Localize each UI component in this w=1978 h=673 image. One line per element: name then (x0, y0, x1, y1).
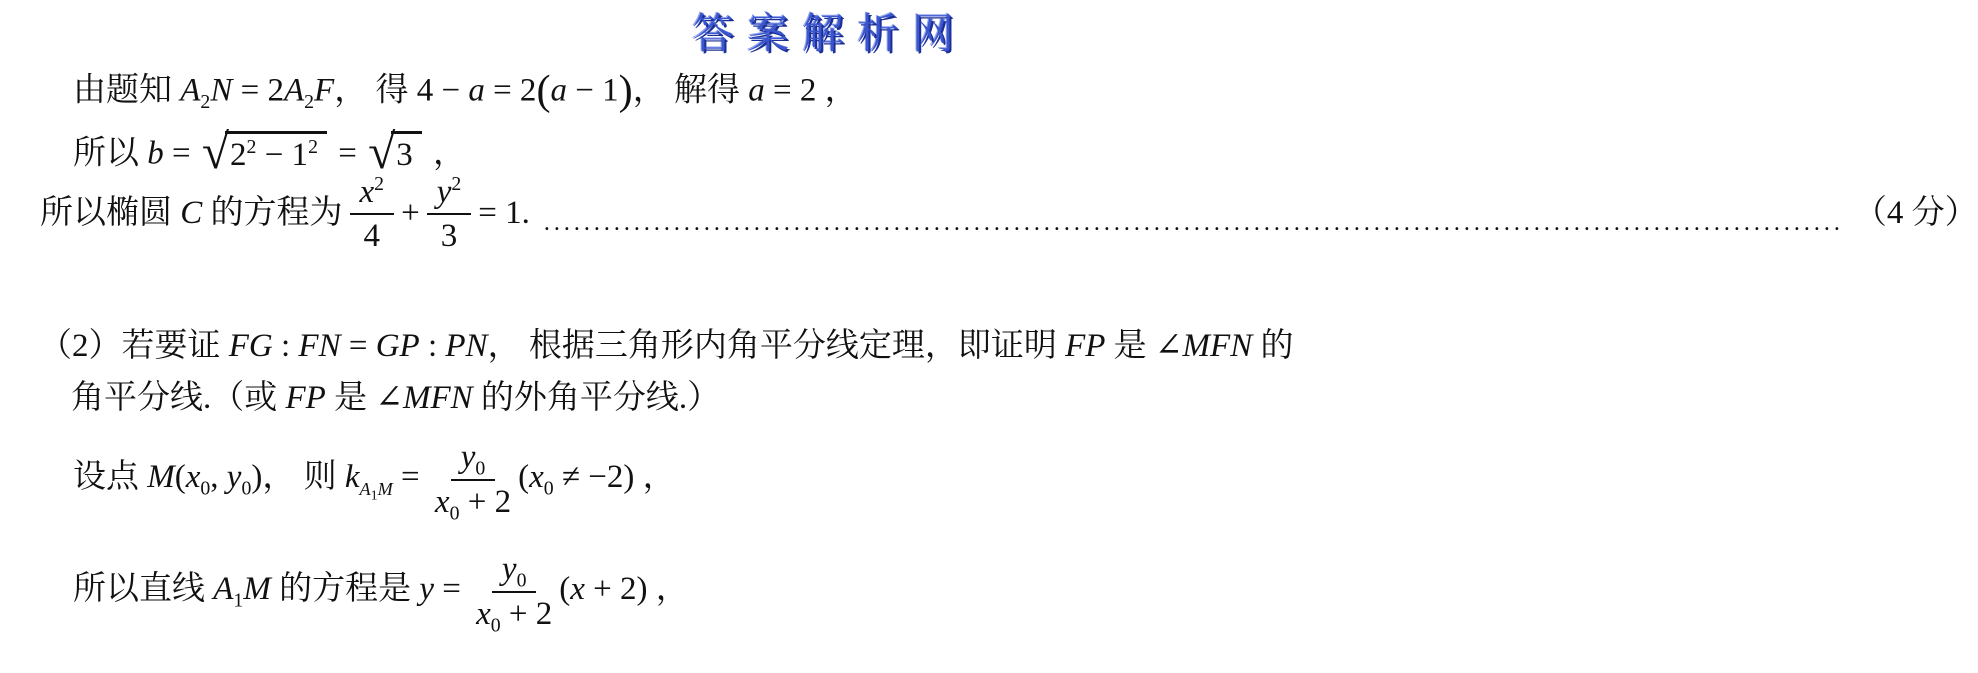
paren-open: ( (559, 571, 571, 608)
math-op: = (433, 571, 470, 608)
math-var: b (147, 135, 164, 172)
math-var: MFN (402, 380, 473, 417)
math-var: a (550, 72, 568, 109)
math-op: + 2 (500, 595, 553, 632)
math-var: N (210, 72, 233, 109)
math-var: x (434, 483, 450, 520)
math-op: ≠ −2) (553, 459, 635, 496)
text-run: 的外角平分线.） (472, 380, 721, 417)
dotted-leader: .................................................................................................................................. (543, 210, 1844, 236)
math-sub: 2 (304, 91, 315, 114)
text-run: 的方程为 (202, 195, 343, 232)
text-run: 的 (1252, 328, 1294, 365)
text-run: ， 则 (262, 459, 345, 496)
math-sup: 2 (308, 136, 318, 159)
angle-symbol: ∠ (1154, 328, 1183, 365)
math-sub: 0 (475, 457, 486, 480)
math-var: A (213, 571, 234, 608)
math-op: = 2 (484, 72, 537, 109)
math-sub: 2 (200, 91, 211, 114)
fraction (350, 174, 395, 255)
math-var: a (748, 72, 765, 109)
math-op: = (163, 135, 199, 172)
text-run: 是 (1105, 328, 1155, 365)
angle-symbol: ∠ (375, 380, 403, 417)
paren-close: ) (618, 67, 633, 115)
fraction-numerator (427, 174, 472, 215)
radicand: 3 (391, 131, 422, 173)
math-var: y (419, 571, 434, 608)
math-var: x (185, 459, 201, 496)
math-var: x (476, 595, 491, 632)
math-sub: 0 (200, 477, 211, 500)
math-var: y (501, 551, 517, 588)
fraction-numerator (492, 551, 537, 592)
math-sub: 0 (543, 477, 554, 500)
math-var: A (283, 72, 305, 109)
math-var: A (180, 72, 201, 109)
math-var: FP (1065, 328, 1106, 365)
math-var: F (314, 72, 335, 109)
math-var: FG (228, 328, 273, 365)
paren-open: ( (174, 459, 186, 496)
fraction (476, 551, 553, 637)
math-op: = (340, 328, 376, 365)
math-sub: 1 (233, 589, 244, 612)
math-var: M (243, 571, 271, 608)
math-op: 4 − (416, 72, 469, 109)
fraction-numerator (451, 439, 496, 480)
text-run: 所以椭圆 (40, 195, 181, 232)
fraction-numerator (350, 174, 395, 215)
math-var: MFN (1182, 328, 1253, 365)
radical-sign: √ (201, 124, 230, 180)
punct: ， (647, 571, 689, 608)
math-var: x (359, 173, 375, 210)
math-op: − 1 (256, 137, 309, 174)
fraction (427, 174, 472, 255)
text-run: 是 (325, 380, 376, 417)
slope-subscript (359, 478, 393, 504)
math-op: : (272, 328, 299, 365)
text-run: ， 得 (334, 72, 417, 109)
math-var: FN (298, 328, 341, 365)
math-op: + 2) (584, 571, 648, 608)
text-run: 角平分线.（或 (71, 380, 286, 417)
fraction-denominator (476, 593, 553, 637)
math-var: k (344, 459, 360, 496)
math-var: PN (445, 328, 488, 365)
math-var: y (460, 439, 476, 476)
fraction-denominator: 4 (363, 218, 381, 254)
math-op: = (392, 459, 428, 496)
math-op: : (419, 328, 446, 365)
math-op: = 2 (232, 72, 284, 109)
math-var: x (529, 459, 544, 496)
math-op: + (401, 195, 420, 232)
radicand (225, 131, 327, 173)
solution-line-3 (40, 168, 1978, 260)
paren-open: ( (536, 67, 551, 115)
radical-sign: √ (368, 124, 396, 180)
fraction (434, 439, 512, 525)
math-var: M (377, 478, 393, 499)
text-run: 由题知 (73, 72, 181, 109)
math-sup: 2 (246, 136, 257, 159)
solution-line-7 (40, 510, 689, 673)
math-op: + 2 (459, 483, 512, 520)
math-op: = (329, 135, 366, 172)
math-sub: 0 (241, 477, 252, 500)
paren-open: ( (518, 459, 530, 496)
punct: ， (424, 135, 466, 172)
text-run: ， 解得 (632, 72, 749, 109)
site-watermark: 答案解析网 (692, 12, 968, 58)
paren-close: ) (251, 459, 263, 496)
math-var: a (468, 72, 485, 109)
math-var: x (570, 571, 585, 608)
text-run: ， 根据三角形内角平分线定理，即证明 (487, 328, 1066, 365)
math-sup: 2 (451, 172, 462, 195)
math-op: = 2 (764, 72, 817, 109)
math-var: GP (375, 328, 420, 365)
math-sub: 0 (490, 614, 501, 637)
score-note: （4 分） (1853, 195, 1978, 232)
math-sub: 0 (449, 502, 460, 525)
text-run: （2）若要证 (39, 328, 229, 365)
math-sup: 2 (374, 172, 385, 195)
math-var: y (226, 459, 242, 496)
punct: ， (816, 72, 858, 109)
math-var: M (147, 459, 175, 496)
math-op: − 1 (567, 72, 619, 109)
punct: , (210, 459, 227, 496)
math-num: 2 (230, 137, 247, 174)
math-var: y (436, 173, 452, 210)
text-run: 所以 (73, 135, 148, 172)
text-run: 设点 (73, 459, 148, 496)
math-sub: 0 (516, 569, 527, 592)
text-run: 所以直线 (73, 571, 214, 608)
fraction-denominator: 3 (440, 218, 458, 254)
text-run: 的方程是 (270, 571, 420, 608)
math-var: FP (285, 380, 326, 417)
math-op: = 1. (478, 195, 530, 232)
math-var: C (180, 195, 203, 232)
math-var: A (359, 478, 371, 499)
punct: ， (634, 459, 676, 496)
math-sub: 1 (370, 487, 378, 504)
